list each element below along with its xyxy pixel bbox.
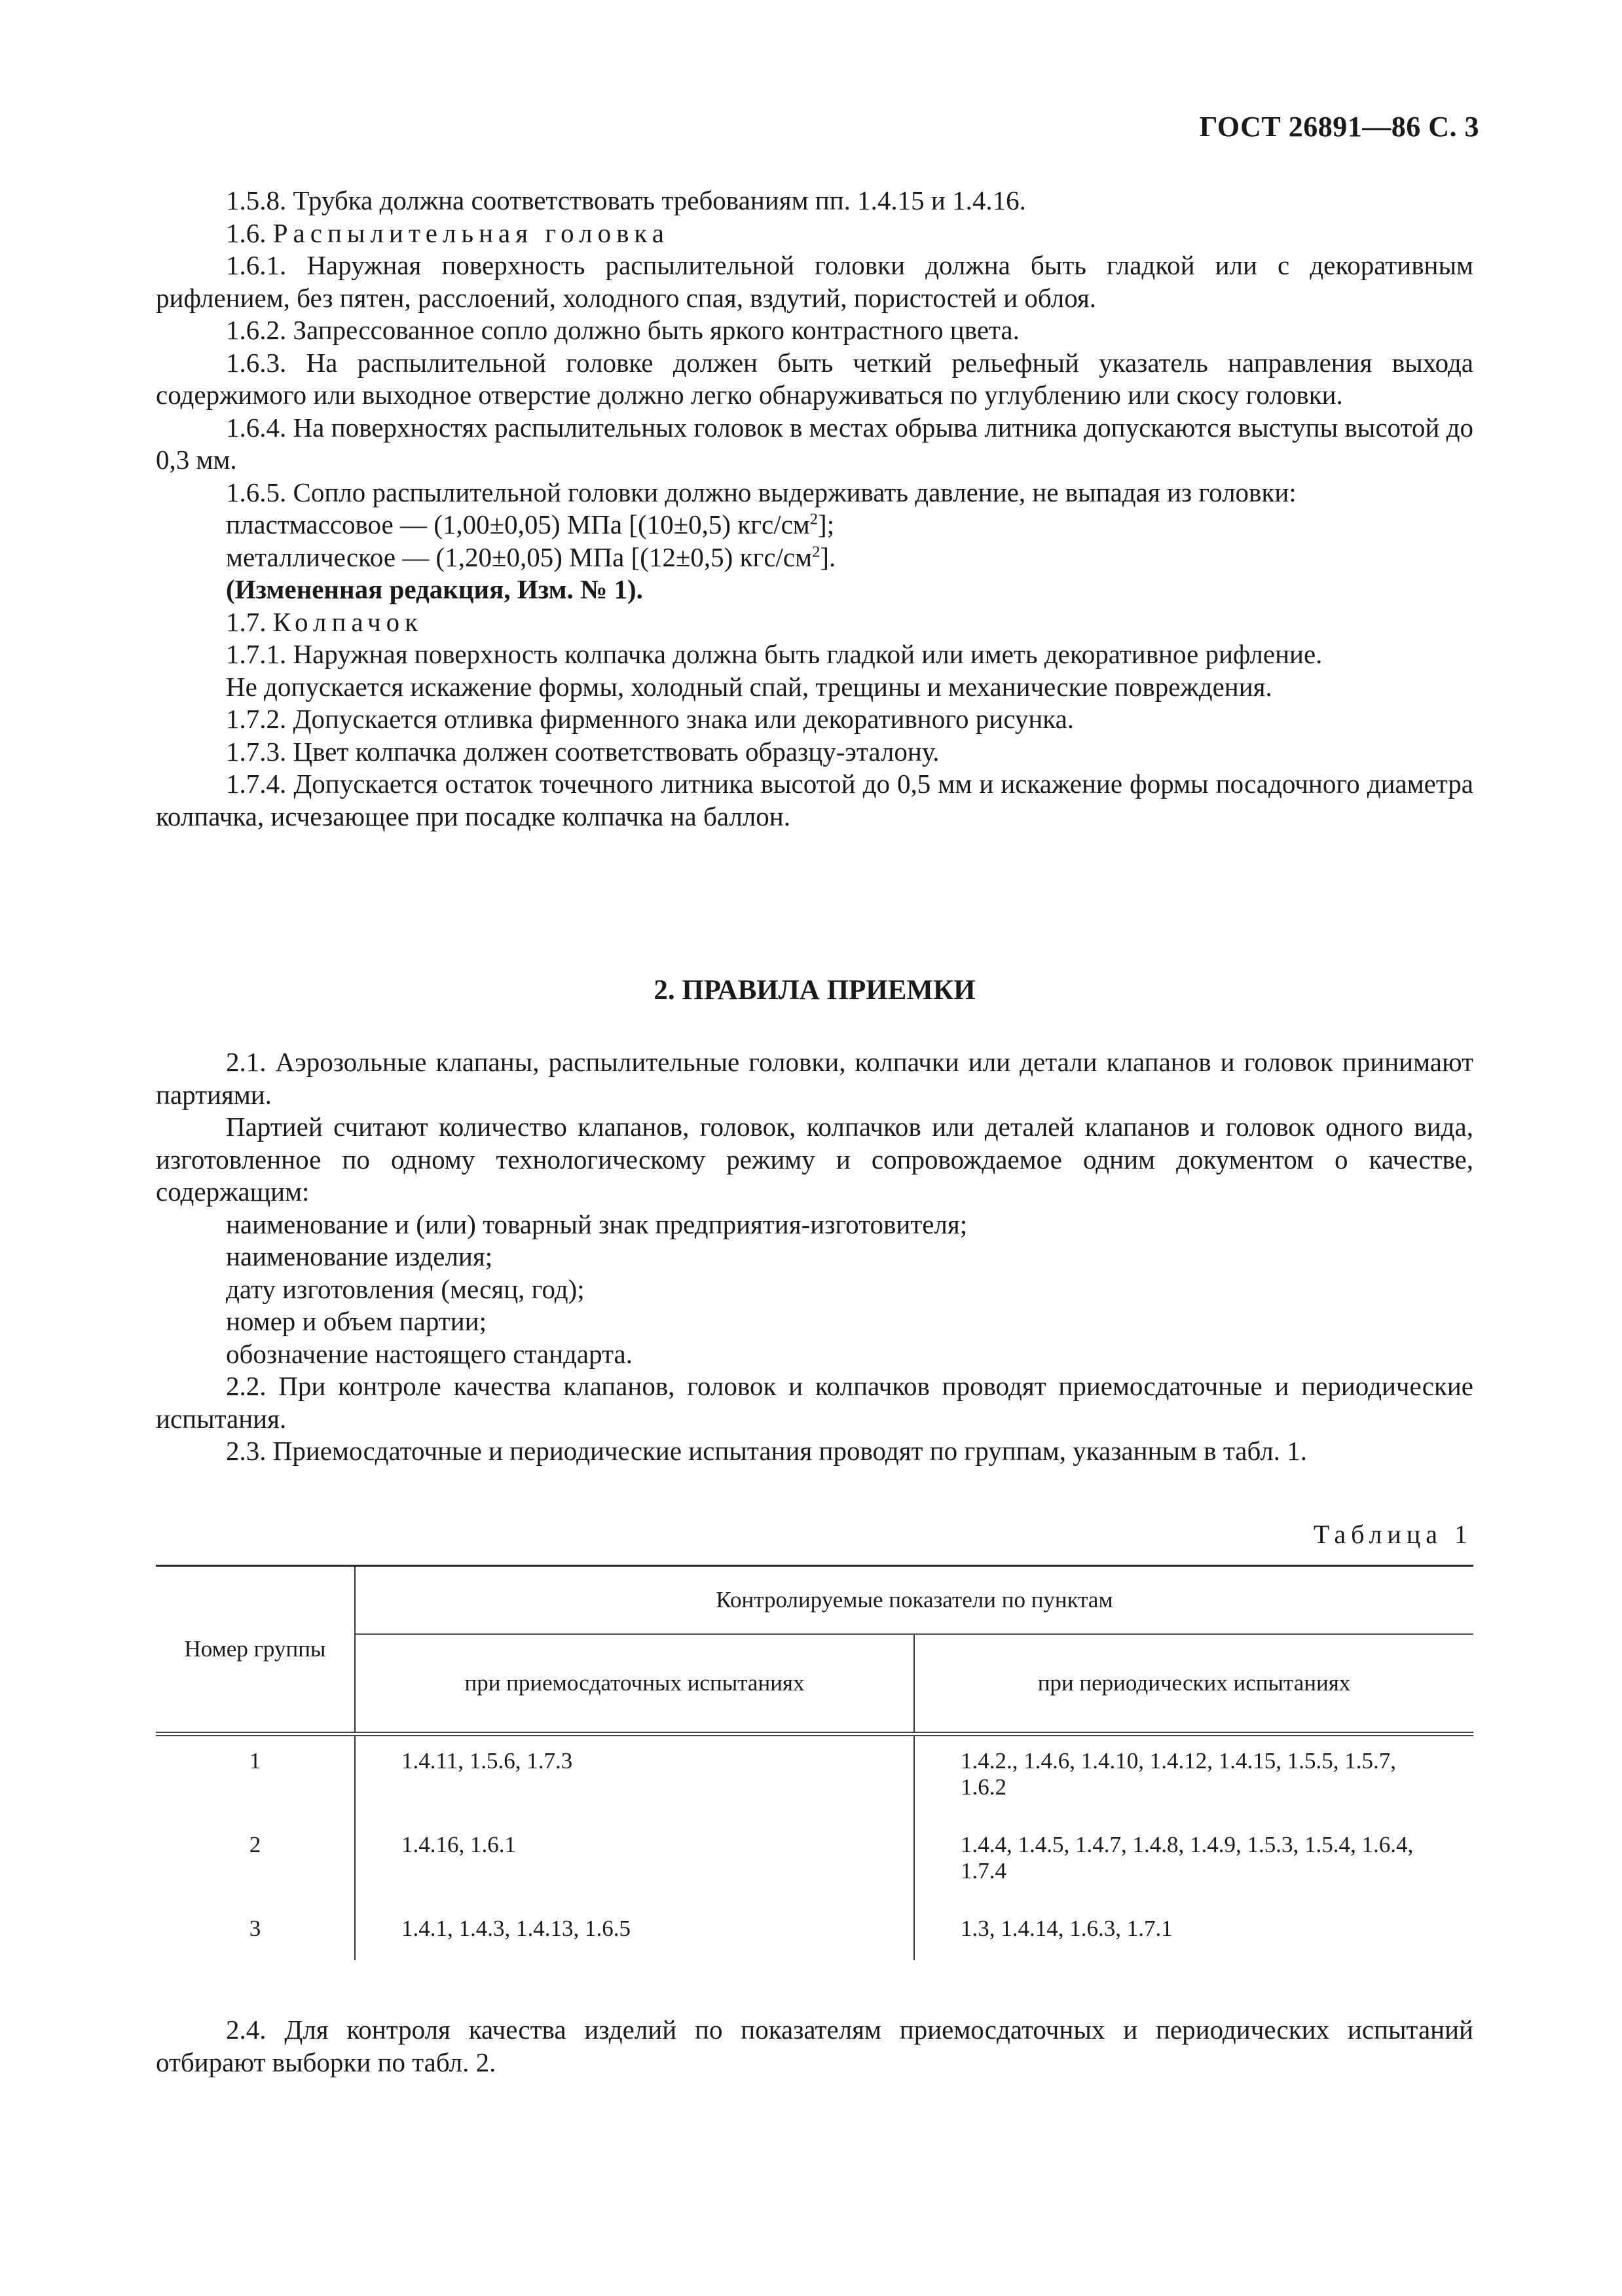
table-header-row (156, 1566, 1473, 1635)
paragraph: 2.3. Приемосдаточные и периодические испытания проводят по группам, указанным в табл. 1. (226, 1436, 1308, 1466)
table-1-label: Таблица 1 (1313, 1520, 1473, 1549)
list-item: наименование изделия; (226, 1241, 493, 1271)
header-acceptance: при приемосдаточных испытаниях (355, 1634, 914, 1732)
paragraph: 2.2. При контроле качества клапанов, головок и колпачков проводят приемосдаточные и периодические испытания. (156, 1371, 1473, 1434)
list-item: обозначение настоящего стандарта. (226, 1338, 633, 1369)
paragraph: 2.4. Для контроля качества изделий по показателям приемосдаточных и периодических испытаний отбирают выборки по табл. 2. (156, 2014, 1473, 2077)
paragraph: Не допускается искажение формы, холодный спай, трещины и механические повреждения. (226, 671, 1272, 702)
header-group-number: Номер группы (156, 1566, 355, 1732)
paragraph: 1.7.3. Цвет колпачка должен соответствовать образцу-эталону. (226, 736, 940, 767)
superscript: 2 (809, 510, 819, 528)
paragraph: 1.7.1. Наружная поверхность колпачка должна быть гладкой или иметь декоративное рифление. (226, 639, 1323, 669)
cell-group: 2 (156, 1820, 355, 1904)
header-controlled-indicators: Контролируемые показатели по пунктам (355, 1566, 1473, 1635)
pressure-text-end: ]. (820, 541, 836, 572)
paragraph: 1.7.4. Допускается остаток точечного литника высотой до 0,5 мм и искажение формы посадочного диаметра колпачка, исчезающее при посадке колпачка на баллон. (156, 769, 1473, 831)
table-row (156, 1734, 1473, 1821)
paragraph: 1.6.2. Запрессованное сопло должно быть яркого контрастного цвета. (226, 315, 1020, 345)
cell-periodic: 1.4.2., 1.4.6, 1.4.10, 1.4.12, 1.4.15, 1.5.5, 1.5.7, 1.6.2 (961, 1748, 1396, 1800)
cell-periodic: 1.4.4, 1.4.5, 1.4.7, 1.4.8, 1.4.9, 1.5.3, 1.5.4, 1.6.4, 1.7.4 (961, 1832, 1414, 1884)
header-periodic: при периодических испытаниях (1037, 1670, 1351, 1696)
superscript: 2 (812, 542, 820, 560)
pressure-text-end: ]; (818, 509, 835, 539)
cell-acceptance: 1.4.11, 1.5.6, 1.7.3 (355, 1734, 914, 1821)
cell-group: 1 (156, 1734, 355, 1821)
subsection-heading (156, 606, 1473, 639)
table-row (156, 1820, 1473, 1904)
cell-acceptance: 1.4.16, 1.6.1 (355, 1820, 914, 1904)
section-1-text (156, 185, 1473, 833)
paragraph: 1.7.2. Допускается отливка фирменного знака или декоративного рисунка. (226, 704, 1075, 734)
paragraph: 2.1. Аэрозольные клапаны, распылительные головки, колпачки или детали клапанов и головок принимают партиями. (156, 1047, 1473, 1110)
pressure-line (156, 509, 1473, 541)
list-item: наименование и (или) товарный знак предприятия-изготовителя; (226, 1209, 968, 1239)
section-2-continued (156, 2014, 1473, 2079)
cell-acceptance: 1.4.1, 1.4.3, 1.4.13, 1.6.5 (355, 1904, 914, 1960)
subsection-heading (156, 217, 1473, 250)
subsection-title: Распылительная головка (272, 217, 669, 248)
list-item: номер и объем партии; (226, 1306, 487, 1336)
pressure-text: пластмассовое — (1,00±0,05) МПа [(10±0,5) кгс/см (226, 509, 810, 539)
amendment-note: (Измененная редакция, Изм. № 1). (226, 574, 643, 604)
section-2-title: 2. ПРАВИЛА ПРИЕМКИ (654, 975, 976, 1006)
pressure-text: металлическое — (1,20±0,05) МПа [(12±0,5) кгс/см (226, 541, 813, 572)
section-2-text (156, 1046, 1473, 1468)
cell-group: 3 (156, 1904, 355, 1960)
subsection-number: 1.7. (226, 606, 273, 637)
table-1 (156, 1565, 1473, 1960)
paragraph: 1.6.4. На поверхностях распылительных головок в местах обрыва литника допускаются выступы высотой до 0,3 мм. (156, 412, 1473, 475)
paragraph: 1.5.8. Трубка должна соответствовать требованиям пп. 1.4.15 и 1.4.16. (226, 185, 1026, 215)
list-item: дату изготовления (месяц, год); (226, 1273, 585, 1304)
paragraph: 1.6.3. На распылительной головке должен быть четкий рельефный указатель направления выхода содержимого или выходное отверстие должно легко обнаруживаться по углублению или скосу головки. (156, 347, 1473, 410)
table-row (156, 1904, 1473, 1960)
cell-periodic: 1.3, 1.4.14, 1.6.3, 1.7.1 (961, 1916, 1173, 1941)
subsection-number: 1.6. (226, 217, 273, 248)
paragraph: Партией считают количество клапанов, головок, колпачков или деталей клапанов и головок одного вида, изготовленное по одному технологическому режиму и сопровождаемое одним документом о качестве, содержащим: (156, 1112, 1473, 1207)
paragraph: 1.6.5. Сопло распылительной головки должно выдерживать давление, не выпадая из головки: (226, 477, 1297, 507)
pressure-line (156, 541, 1473, 574)
paragraph: 1.6.1. Наружная поверхность распылительной головки должна быть гладкой или с декоративным рифлением, без пятен, расслоений, холодного спая, вздутий, пористостей и облоя. (156, 250, 1473, 313)
subsection-title: Колпачок (272, 606, 424, 637)
page-header: ГОСТ 26891—86 С. 3 (1199, 111, 1479, 143)
